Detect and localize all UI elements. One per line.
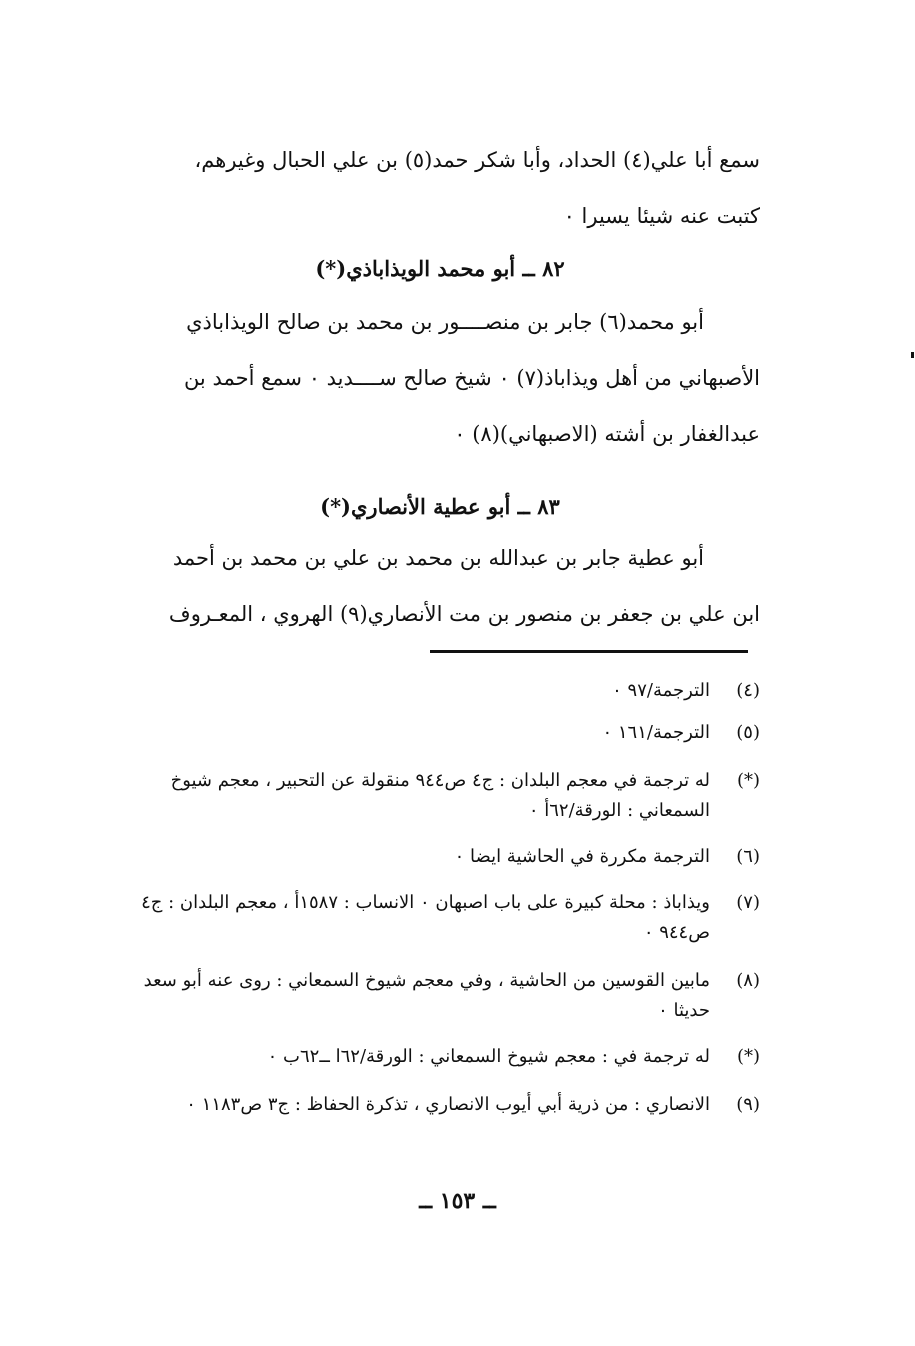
- footnote-text: مابين القوسين من الحاشية ، وفي معجم شيوخ السمعاني : روى عنه أبو سعد حديثا ٠: [143, 970, 710, 1021]
- entry-82-line-3: عبدالغفار بن أشته (الاصبهاني)(٨) ٠: [454, 422, 760, 446]
- page-number: ــ ١٥٣ ــ: [419, 1188, 496, 1214]
- footnote-text: الترجمة/٩٧ ٠: [612, 680, 710, 701]
- footnote: [120, 1090, 760, 1120]
- footnote: [120, 766, 760, 826]
- entry-82-heading: ٨٢ ــ أبو محمد الويذاباذي(*): [315, 256, 565, 281]
- footnote: [120, 842, 760, 872]
- footnote-text: له ترجمة في معجم البلدان : ج٤ ص٩٤٤ منقولة عن التحبير ، معجم شيوخ السمعاني : الورقة/٦٢أ ٠: [170, 770, 710, 821]
- footnote-number: (٥): [736, 722, 760, 743]
- footnote-text: الترجمة/١٦١ ٠: [602, 722, 710, 743]
- footnote: [120, 888, 760, 948]
- entry-83-line-1: أبو عطية جابر بن عبدالله بن محمد بن علي بن محمد بن أحمد: [172, 546, 704, 570]
- footnote-text: ويذاباذ : محلة كبيرة على باب اصبهان ٠ الانساب : ١٥٨٧أ ، معجم البلدان : ج٤ ص٩٤٤ ٠: [141, 892, 710, 943]
- footnote-number: (٨): [736, 970, 760, 991]
- footnote: [120, 676, 760, 706]
- entry-82-line-1: أبو محمد(٦) جابر بن منصــــور بن محمد بن صالح الويذاباذي: [186, 310, 704, 334]
- footnote: [120, 718, 760, 748]
- footnote-divider: [430, 650, 748, 653]
- footnote-number: (٦): [736, 846, 760, 867]
- margin-mark: [911, 352, 914, 358]
- footnote-number: (٩): [736, 1094, 760, 1115]
- intro-line-1: سمع أبا علي(٤) الحداد، وأبا شكر حمد(٥) بن علي الحبال وغيرهم،: [194, 148, 760, 172]
- footnote-number: (*): [736, 770, 760, 791]
- footnote: [120, 966, 760, 1026]
- footnote-text: الترجمة مكررة في الحاشية ايضا ٠: [454, 846, 710, 867]
- intro-line-2: كتبت عنه شيئا يسيرا ٠: [563, 204, 760, 228]
- intro-paragraph: [120, 132, 760, 244]
- entry-83-line-2: ابن علي بن جعفر بن منصور بن مت الأنصاري(٩) الهروي ، المعـروف: [168, 602, 760, 626]
- footnote-number: (٤): [736, 680, 760, 701]
- entry-82-paragraph: [120, 294, 760, 462]
- footnote-text: له ترجمة في : معجم شيوخ السمعاني : الورقة/٦٢ا ــ٦٢ب ٠: [267, 1046, 710, 1067]
- entry-83-paragraph: [120, 530, 760, 642]
- footnote: [120, 1042, 760, 1072]
- footnote-number: (٧): [736, 892, 760, 913]
- entry-82-line-2: الأصبهاني من أهل ويذاباذ(٧) ٠ شيخ صالح ســــديد ٠ سمع أحمد بن: [183, 366, 760, 390]
- footnote-text: الانصاري : من ذرية أبي أيوب الانصاري ، تذكرة الحفاظ : ج٣ ص١١٨٣ ٠: [186, 1094, 710, 1115]
- entry-83-heading: ٨٣ ــ أبو عطية الأنصاري(*): [320, 494, 560, 519]
- footnote-number: (*): [736, 1046, 760, 1067]
